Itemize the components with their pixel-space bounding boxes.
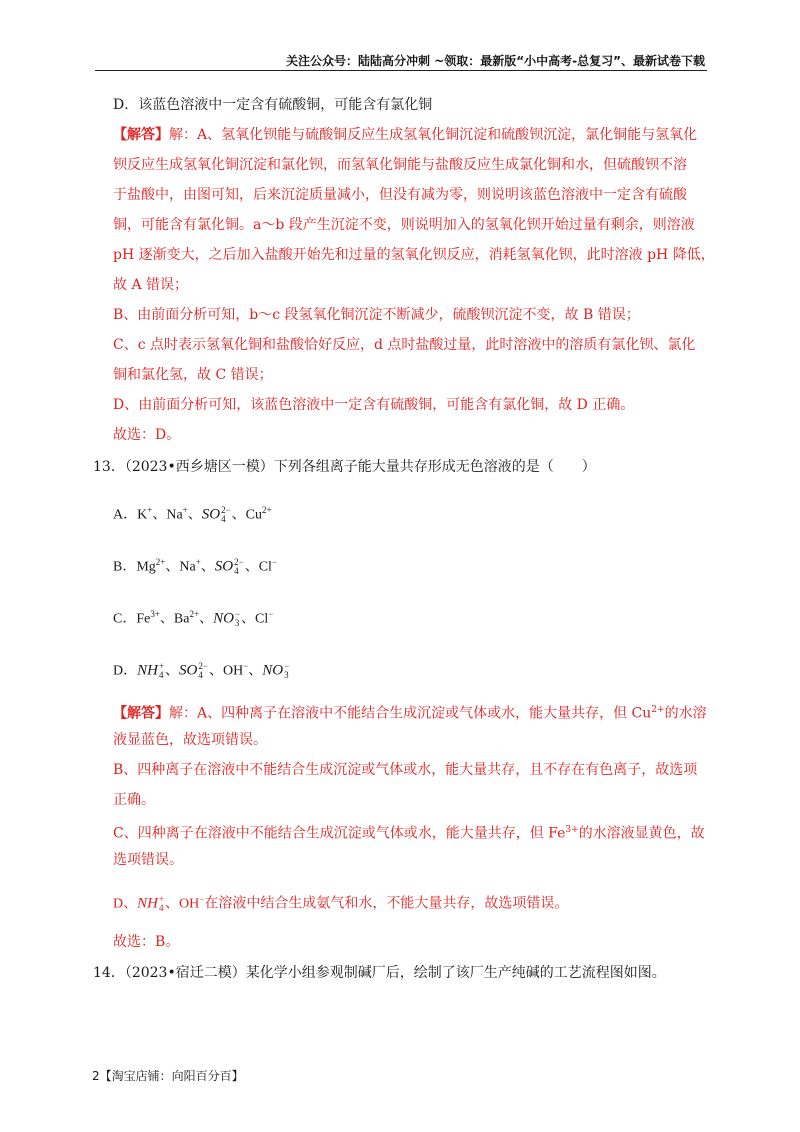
q12-answer-line-7: B、由前面分析可知，b～c 段氢氧化铜沉淀不断减少，硫酸钡沉淀不变，故 B 错误； [113,307,640,323]
q12-option-d: D．该蓝色溶液中一定含有硫酸铜，可能含有氯化铜 [113,97,433,113]
q13-choice: 故选：B。 [113,934,180,950]
q13-answer-a-1 [113,700,707,724]
q14-stem: 14．（2023•宿迁二模）某化学小组参观制碱厂后，绘制了该厂生产纯碱的工艺流程图如图。 [93,965,666,981]
q12-answer-line-10: D、由前面分析可知，该蓝色溶液中一定含有硫酸铜，可能含有氯化铜，故 D 正确。 [113,397,635,413]
q13-stem: 13．（2023•西乡塘区一模）下列各组离子能大量共存形成无色溶液的是（ ） [93,459,596,475]
q13-answer-d-prefix: D、 [113,896,138,912]
page-header: 关注公众号：陆陆高分冲刺 ~领取：最新版“小中高考-总复习”、最新试卷下载 [286,54,705,68]
q13-answer-d: D、NH + 4 、OH−在溶液中结合生成氨气和水，不能大量共存，故选项错误。 [113,894,569,914]
q12-answer-line-3: 于盐酸中，由图可知，后来沉淀质量减小，但没有减为零，则说明该蓝色溶液中一定含有硫酸 [113,187,687,203]
q12-answer-line-5: pH 逐渐变大，之后加入盐酸开始先和过量的氢氧化钡反应，消耗氢氧化钡，此时溶液 pH 降低， [113,247,715,263]
header-rule [95,70,707,71]
q13-answer-a-sup: 2+ [651,705,665,715]
q13-answer-c-1 [113,820,705,844]
q12-answer-line-6: 故 A 错误； [113,277,189,293]
q12-choice: 故选：D。 [113,427,181,443]
q13-option-a-label: A． [113,507,138,523]
q13-option-d-label: D． [113,663,138,679]
q13-answer-c-sup: 3+ [565,825,579,835]
q13-answer-a-2: 液显蓝色，故选项错误。 [113,732,267,748]
q13-option-b-label: B． [113,559,137,575]
q13-answer-a-text: 解：A、四种离子在溶液中不能结合生成沉淀或气体或水，能大量共存，但 Cu [169,705,652,722]
q12-answer-line-1 [113,125,697,145]
q12-answer-line-4: 铜，可能含有氯化铜。a～b 段产生沉淀不变，则说明加入的氢氧化钡开始过量有剩余，则溶液 [113,217,695,233]
q12-answer-line-2: 钡反应生成氢氧化铜沉淀和氯化钡，而氢氧化铜能与盐酸反应生成氯化铜和水，但硫酸钡不溶 [113,157,687,173]
q12-answer-text-1: 解：A、氢氧化钡能与硫酸铜反应生成氢氧化铜沉淀和硫酸钡沉淀，氯化铜能与氢氧化 [169,127,698,143]
q12-answer-tag: 【解答】 [113,127,169,143]
q13-answer-c-2: 选项错误。 [113,852,183,868]
q13-option-a: A．K+、Na+、SO 2− 4 、$Cu^{2+}$ [113,505,272,525]
q13-option-c-label: C． [113,611,137,627]
q13-answer-b-2: 正确。 [113,792,155,808]
q13-answer-a-end: 的水溶 [664,705,707,722]
q13-option-b: B．$Mg^{2+}$、Na+、SO 2− 4 、Cl− [113,557,278,577]
q12-answer-line-8: C、c 点时表示氢氧化铜和盐酸恰好反应，d 点时盐酸过量，此时溶液中的溶质有氯化钡、氯化 [113,337,696,353]
q13-answer-d-suffix: 、OH [165,896,200,912]
page-footer: 2【淘宝店铺：向阳百分百】 [92,1069,244,1083]
q13-answer-d-end: 在溶液中结合生成氨气和水，不能大量共存，故选项错误。 [204,896,569,912]
q13-option-c: C．$Fe^{3+}$、$Ba^{2+}$、NO − 3 、Cl− [113,609,274,629]
q13-answer-tag: 【解答】 [113,705,169,722]
q13-answer-c-end: 的水溶液显黄色，故 [578,825,705,842]
q13-answer-c-text: C、四种离子在溶液中不能结合生成沉淀或气体或水，能大量共存，但 Fe [113,825,566,842]
q13-option-d: D．NH + 4 、SO 2− 4 、OH−、NO − 3 [113,661,290,681]
q12-answer-line-9: 铜和氯化氢，故 C 错误； [113,367,273,383]
q13-answer-b-1: B、四种离子在溶液中不能结合生成沉淀或气体或水，能大量共存，且不存在有色离子，故选项 [113,762,698,778]
